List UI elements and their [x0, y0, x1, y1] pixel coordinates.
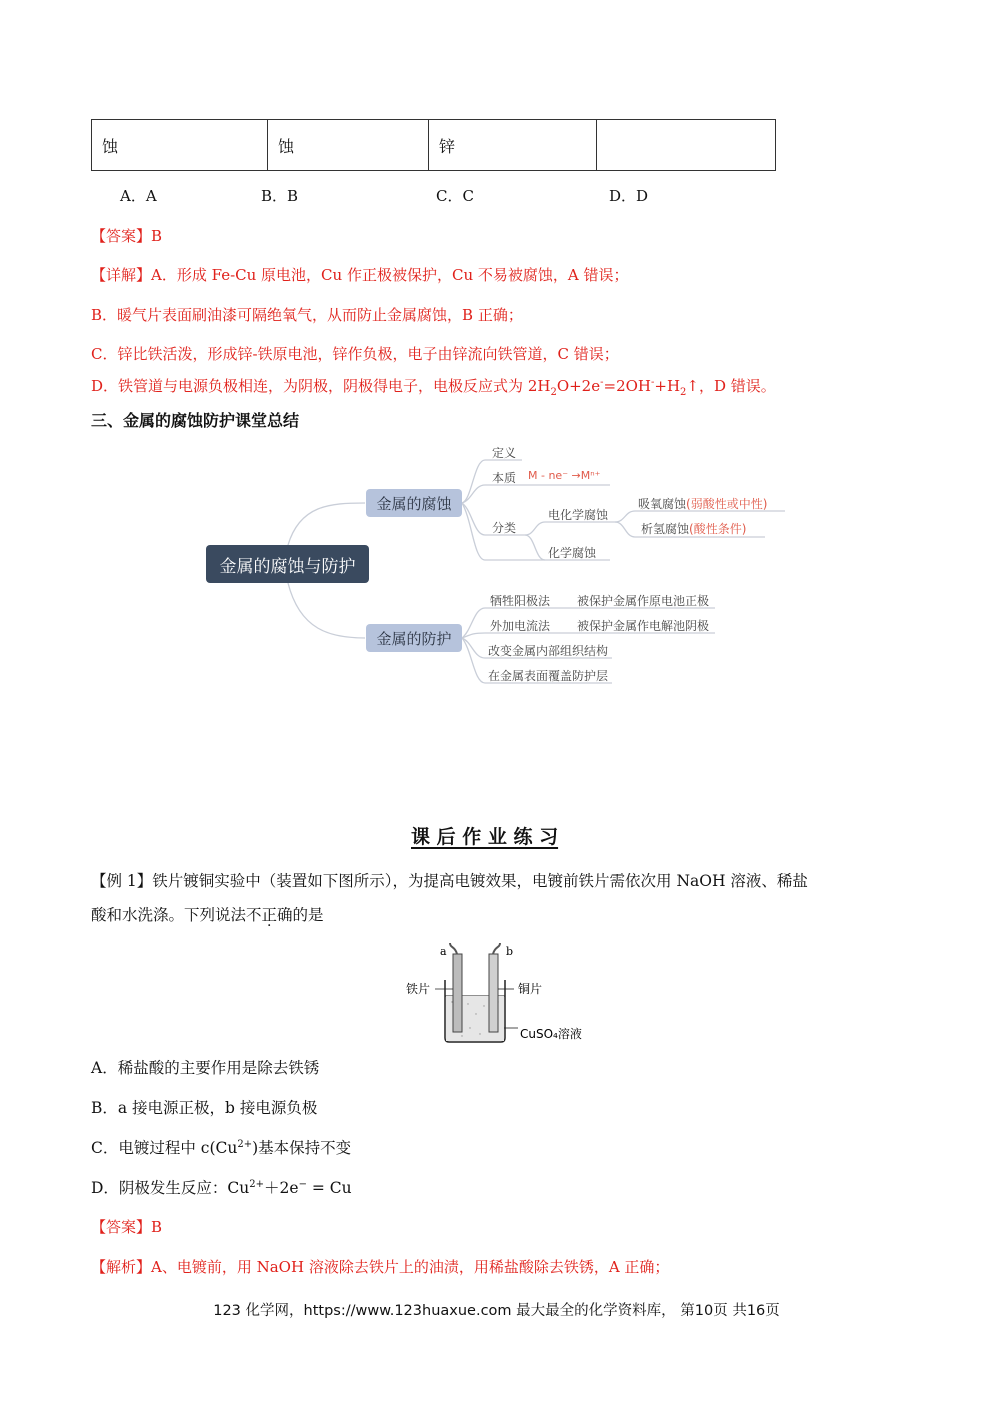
mindmap-essence-formula: M - ne⁻ →Mⁿ⁺	[528, 469, 601, 482]
explain-d-end: ，D 错误。	[699, 377, 776, 395]
option-text: )基本保持不变	[252, 1139, 352, 1157]
section-title: 三、金属的腐蚀防护课堂总结	[91, 411, 300, 430]
mindmap-current-desc: 被保护金属作电解池阴极	[577, 619, 710, 633]
mindmap-classify: 分类	[492, 521, 517, 535]
mindmap-coating: 在金属表面覆盖防护层	[488, 669, 609, 683]
formula-part: 2	[550, 387, 557, 398]
mindmap-root: 金属的腐蚀与防护	[206, 545, 369, 583]
mindmap-protection: 金属的防护	[366, 624, 462, 652]
explain-text: A、电镀前，用 NaOH 溶液除去铁片上的油渍，用稀盐酸除去铁锈，A 正确；	[151, 1258, 670, 1276]
option-text: D．阴极发生反应：Cu	[91, 1179, 250, 1197]
formula-part: ↑	[686, 377, 699, 395]
example-text: 酸和水洗涤。下列说法	[91, 906, 247, 924]
mindmap-chemical: 化学腐蚀	[548, 546, 597, 560]
formula-part: 2	[680, 387, 687, 398]
explain-d-text: D．铁管道与电源负极相连，为阴极，阴极得电子，电极反应式为	[91, 377, 528, 395]
formula-part: =2OH	[603, 377, 651, 395]
option-b: B．B	[261, 187, 299, 205]
option-text: ＋2e	[264, 1179, 299, 1197]
explain-c: C．锌比铁活泼，形成锌-铁原电池，锌作负极，电子由锌流向铁管道，C 错误；	[91, 345, 619, 363]
formula-part: O+2e	[556, 377, 601, 395]
option-text: C．电镀过程中 c(Cu	[91, 1139, 238, 1157]
option2-a: A．稀盐酸的主要作用是除去铁锈	[91, 1059, 320, 1077]
table-cell: 锌	[429, 120, 597, 171]
mindmap-structure: 改变金属内部组织结构	[488, 644, 609, 658]
option-sup: 2+	[249, 1178, 265, 1190]
explain-text: A．形成 Fe-Cu 原电池，Cu 作正极被保护，Cu 不易被腐蚀，A 错误；	[151, 266, 629, 284]
option2-c	[91, 1136, 351, 1158]
example-label: 【例 1】	[91, 872, 153, 890]
emphasis-text: 不正确	[246, 906, 293, 924]
label-b: b	[506, 945, 514, 958]
label-copper: 铜片	[518, 982, 543, 996]
mindmap-hydrogen-note: (酸性条件)	[689, 522, 747, 536]
option-sup: 2+	[237, 1138, 253, 1150]
option2-b: B．a 接电源正极，b 接电源负极	[91, 1099, 318, 1117]
mindmap-corrosion: 金属的腐蚀	[366, 489, 462, 517]
explain-label: 【解析】	[91, 1258, 152, 1276]
answer-label: 【答案】	[91, 227, 152, 245]
option2-d	[91, 1176, 352, 1198]
formula-part: 2H	[527, 377, 551, 395]
formula-part: -	[600, 377, 604, 388]
option-text: = Cu	[306, 1179, 352, 1197]
option-d: D．D	[609, 187, 649, 205]
label-a: a	[440, 945, 447, 958]
table-cell: 蚀	[268, 120, 429, 171]
explain-b: B．暖气片表面刷油漆可隔绝氧气，从而防止金属腐蚀，B 正确；	[91, 306, 523, 324]
mindmap-oxygen	[638, 495, 767, 512]
homework-title: 课 后 作 业 练 习	[411, 826, 559, 848]
answer-value: B	[151, 227, 163, 245]
mindmap-hydrogen	[641, 520, 746, 537]
formula-part: -	[651, 377, 655, 388]
mindmap-hydrogen-label: 析氢腐蚀	[641, 522, 690, 536]
answer-2	[91, 1216, 162, 1237]
option-c: C．C	[436, 187, 474, 205]
mindmap-oxygen-label: 吸氧腐蚀	[638, 497, 687, 511]
answer-label: 【答案】	[91, 1218, 152, 1236]
option-a: A．A	[120, 187, 157, 205]
answer-value: B	[151, 1218, 163, 1236]
mindmap-electrochem: 电化学腐蚀	[548, 508, 609, 522]
example-1-line2	[91, 903, 324, 925]
explain-label: 【详解】	[91, 266, 152, 284]
label-solution: CuSO₄溶液	[520, 1027, 582, 1041]
mindmap-oxygen-note: (弱酸性或中性)	[686, 497, 768, 511]
formula-part: +H	[654, 377, 681, 395]
label-iron: 铁片	[406, 982, 431, 996]
mindmap-sacrificial-desc: 被保护金属作原电池正极	[577, 594, 710, 608]
page-footer: 123 化学网，https://www.123huaxue.com 最大最全的化学资料库， 第10页 共16页	[213, 1303, 780, 1319]
explain-2	[91, 1256, 669, 1277]
mindmap-definition: 定义	[492, 446, 517, 460]
electroplating-apparatus	[400, 940, 600, 1045]
example-1-line1	[91, 869, 808, 891]
mindmap-essence: 本质	[492, 471, 517, 485]
mindmap-sacrificial: 牺牲阳极法	[490, 594, 551, 608]
option-sup: −	[298, 1178, 307, 1190]
mindmap-current: 外加电流法	[490, 619, 551, 633]
example-text: 铁片镀铜实验中（装置如下图所示），为提高电镀效果，电镀前铁片需依次用 NaOH 溶液、稀盐	[152, 872, 808, 890]
example-text: 的是	[292, 906, 324, 924]
table-cell: 蚀	[92, 120, 268, 171]
